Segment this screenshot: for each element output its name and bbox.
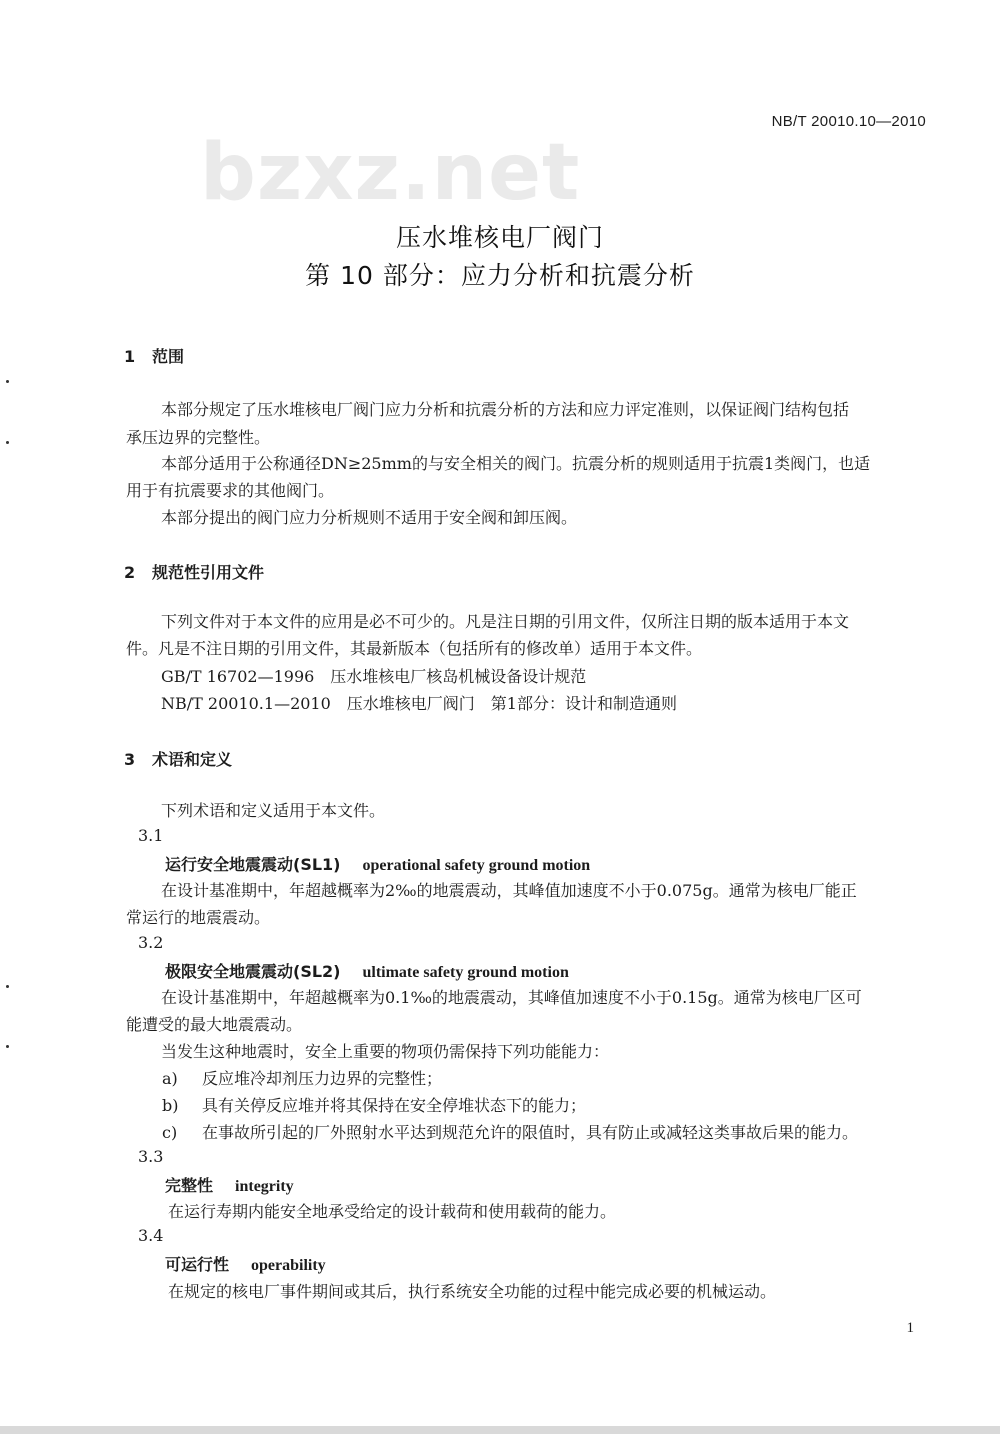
- definition: 当发生这种地震时，安全上重要的物项仍需保持下列功能能力：: [161, 1042, 610, 1061]
- term-number: 3.1: [138, 826, 164, 845]
- section-title: 范围: [152, 347, 185, 366]
- definition: 常运行的地震震动。: [126, 908, 271, 927]
- list-marker: b): [162, 1096, 179, 1115]
- term-number: 3.2: [138, 933, 164, 952]
- section-heading-1: [124, 344, 184, 367]
- paragraph: 用于有抗震要求的其他阀门。: [126, 481, 335, 500]
- term-heading: [165, 852, 590, 875]
- definition: 在设计基准期中，年超越概率为2‰的地震震动，其峰值加速度不小于0.075g。通常为核电厂能正: [161, 881, 857, 900]
- document-subtitle: 第 10 部分：应力分析和抗震分析: [305, 261, 695, 290]
- paragraph: 下列术语和定义适用于本文件。: [161, 801, 386, 820]
- term-heading: [165, 1173, 294, 1196]
- watermark: bzxz.net: [200, 128, 581, 218]
- definition: 在规定的核电厂事件期间或其后，执行系统安全功能的过程中能完成必要的机械运动。: [168, 1282, 777, 1301]
- paragraph: 件。凡是不注日期的引用文件，其最新版本（包括所有的修改单）适用于本文件。: [126, 639, 703, 658]
- term-zh: 完整性: [165, 1176, 214, 1195]
- list-item: [162, 1066, 442, 1089]
- term-en: ultimate safety ground motion: [362, 964, 569, 981]
- reference-item: NB/T 20010.1—2010 压水堆核电厂阀门 第1部分：设计和制造通则: [161, 694, 677, 713]
- bottom-edge: [0, 1426, 1000, 1434]
- section-number: 1: [124, 347, 136, 366]
- paragraph: 本部分提出的阀门应力分析规则不适用于安全阀和卸压阀。: [161, 508, 578, 527]
- term-number: 3.3: [138, 1147, 164, 1166]
- scan-mark: [6, 380, 9, 383]
- page-number: 1: [906, 1320, 914, 1336]
- definition: 能遭受的最大地震震动。: [126, 1015, 303, 1034]
- scan-mark: [6, 441, 9, 444]
- section-heading-2: [124, 560, 264, 583]
- term-heading: [165, 959, 569, 982]
- paragraph: 下列文件对于本文件的应用是必不可少的。凡是注日期的引用文件，仅所注日期的版本适用于本文: [161, 612, 850, 631]
- list-marker: a): [162, 1069, 178, 1088]
- section-number: 3: [124, 750, 136, 769]
- definition: 在设计基准期中，年超越概率为0.1‰的地震震动，其峰值加速度不小于0.15g。通常为核电厂区可: [161, 988, 862, 1007]
- term-zh: 运行安全地震震动(SL1): [165, 855, 341, 874]
- list-item: [162, 1093, 586, 1116]
- section-number: 2: [124, 563, 136, 582]
- section-heading-3: [124, 747, 232, 770]
- list-marker: c): [162, 1123, 178, 1142]
- list-text: 在事故所引起的厂外照射水平达到规范允许的限值时，具有防止或减轻这类事故后果的能力。: [202, 1123, 859, 1142]
- standard-number: NB/T 20010.10—2010: [771, 113, 926, 130]
- term-en: operational safety ground motion: [362, 857, 591, 874]
- term-zh: 极限安全地震震动(SL2): [165, 962, 341, 981]
- list-text: 反应堆冷却剂压力边界的完整性；: [202, 1069, 443, 1088]
- section-title: 术语和定义: [152, 750, 233, 769]
- scan-mark: [6, 1045, 9, 1048]
- document-title: 压水堆核电厂阀门: [395, 223, 604, 252]
- paragraph: 本部分适用于公称通径DN≥25mm的与安全相关的阀门。抗震分析的规则适用于抗震1类阀门，也适: [161, 454, 871, 473]
- list-text: 具有关停反应堆并将其保持在安全停堆状态下的能力；: [202, 1096, 587, 1115]
- term-heading: [165, 1252, 326, 1275]
- list-item: [162, 1120, 858, 1143]
- definition: 在运行寿期内能安全地承受给定的设计载荷和使用载荷的能力。: [168, 1202, 617, 1221]
- term-en: operability: [251, 1257, 326, 1274]
- paragraph: 本部分规定了压水堆核电厂阀门应力分析和抗震分析的方法和应力评定准则，以保证阀门结构包括: [161, 400, 850, 419]
- paragraph: 承压边界的完整性。: [126, 428, 271, 447]
- scan-mark: [6, 985, 9, 988]
- section-title: 规范性引用文件: [152, 563, 265, 582]
- term-number: 3.4: [138, 1226, 164, 1245]
- term-zh: 可运行性: [165, 1255, 230, 1274]
- term-en: integrity: [235, 1178, 294, 1195]
- reference-item: GB/T 16702—1996 压水堆核电厂核岛机械设备设计规范: [161, 667, 587, 686]
